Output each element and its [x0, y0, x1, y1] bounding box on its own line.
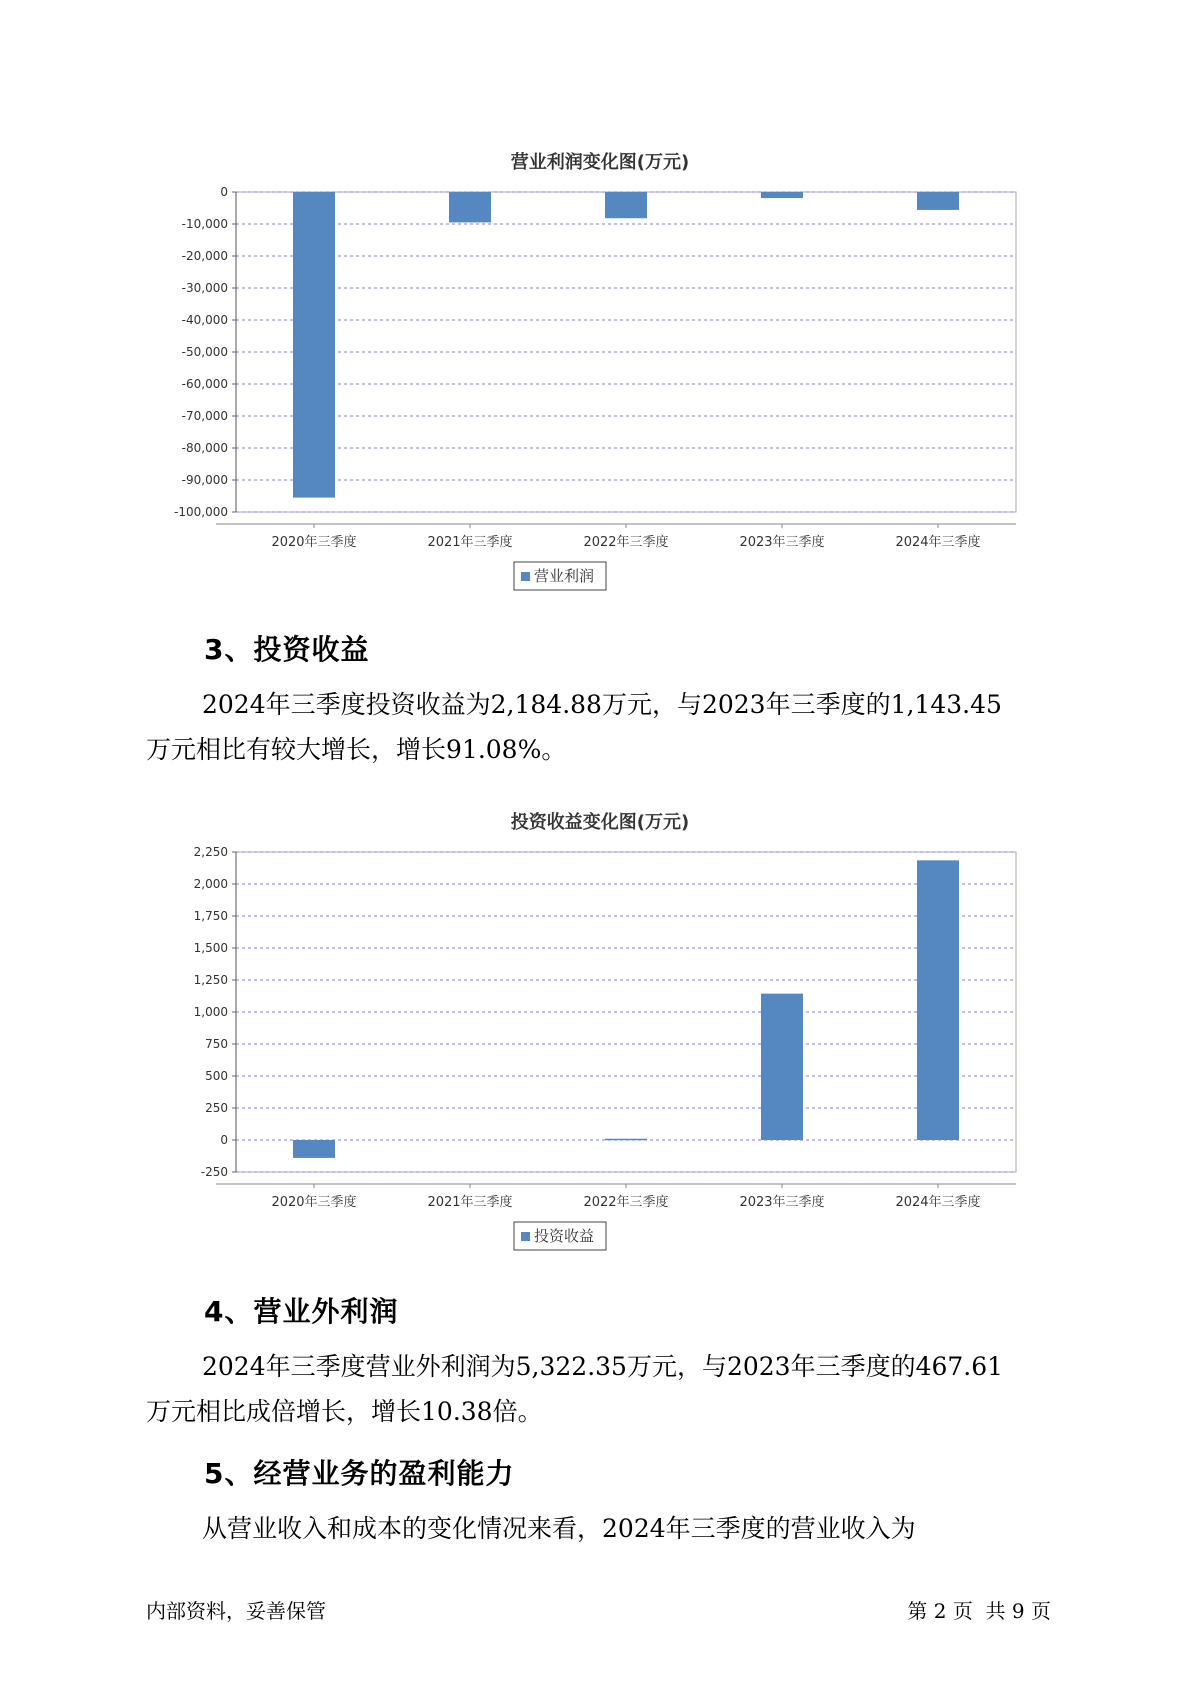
legend: [514, 562, 606, 590]
y-tick-label: 1,000: [193, 1005, 228, 1019]
bar: [917, 192, 959, 210]
paragraph-line: 万元相比成倍增长，增长10.38倍。: [146, 1397, 543, 1426]
section-paragraph-4: [146, 1344, 1056, 1434]
y-tick-label: -70,000: [181, 409, 228, 423]
x-tick-label: 2024年三季度: [895, 535, 981, 550]
bar: [293, 192, 335, 498]
bar: [449, 192, 491, 222]
x-tick-label: 2022年三季度: [583, 535, 669, 550]
paragraph-line: 万元相比有较大增长，增长91.08%。: [146, 735, 567, 764]
y-tick-label: -60,000: [181, 377, 228, 391]
paragraph-line: 2024年三季度投资收益为2,184.88万元，与2023年三季度的1,143.45: [202, 690, 1002, 719]
y-tick-label: -20,000: [181, 249, 228, 263]
section-heading-5: 5、经营业务的盈利能力: [204, 1457, 515, 1490]
legend-swatch: [521, 1232, 530, 1241]
section-heading-3: 3、投资收益: [204, 633, 370, 666]
y-tick-label: 2,250: [193, 845, 228, 859]
x-tick-label: 2020年三季度: [271, 535, 357, 550]
section-heading-4: 4、营业外利润: [204, 1295, 399, 1328]
y-tick-label: -10,000: [181, 217, 228, 231]
y-tick-label: -90,000: [181, 473, 228, 487]
investment-income-chart: [160, 800, 1040, 1260]
operating-profit-chart: [160, 140, 1040, 600]
y-tick-label: 250: [205, 1101, 228, 1115]
y-tick-label: -30,000: [181, 281, 228, 295]
footer-left: 内部资料，妥善保管: [146, 1599, 326, 1623]
legend-label: 营业利润: [534, 567, 595, 585]
bar: [761, 192, 803, 198]
section-paragraph-3: [146, 682, 1056, 772]
legend-swatch: [521, 572, 530, 581]
bar: [917, 860, 959, 1140]
section-paragraph-5: [146, 1506, 1056, 1551]
chart-title: 投资收益变化图(万元): [510, 812, 690, 833]
y-tick-label: 750: [205, 1037, 228, 1051]
y-tick-label: 1,500: [193, 941, 228, 955]
bar: [605, 192, 647, 218]
x-tick-label: 2021年三季度: [427, 1195, 513, 1210]
y-tick-label: 1,750: [193, 909, 228, 923]
x-tick-label: 2023年三季度: [739, 535, 825, 550]
x-tick-label: 2020年三季度: [271, 1195, 357, 1210]
x-tick-label: 2023年三季度: [739, 1195, 825, 1210]
y-tick-label: 2,000: [193, 877, 228, 891]
bar: [293, 1140, 335, 1158]
y-tick-label: -40,000: [181, 313, 228, 327]
footer-right: 第 2 页 共 9 页: [907, 1599, 1051, 1623]
bar: [605, 1139, 647, 1141]
y-tick-label: -250: [200, 1165, 228, 1179]
y-tick-label: 0: [220, 185, 228, 199]
chart-title: 营业利润变化图(万元): [510, 152, 690, 173]
paragraph-line: 2024年三季度营业外利润为5,322.35万元，与2023年三季度的467.61: [202, 1352, 1004, 1381]
chart-svg: [160, 800, 1040, 1260]
y-tick-label: 1,250: [193, 973, 228, 987]
y-tick-label: -50,000: [181, 345, 228, 359]
y-tick-label: 0: [220, 1133, 228, 1147]
legend-label: 投资收益: [534, 1227, 595, 1245]
x-tick-label: 2024年三季度: [895, 1195, 981, 1210]
legend: [514, 1222, 606, 1250]
bar: [761, 994, 803, 1140]
paragraph-line: 从营业收入和成本的变化情况来看，2024年三季度的营业收入为: [202, 1514, 916, 1543]
y-tick-label: -80,000: [181, 441, 228, 455]
y-tick-label: 500: [205, 1069, 228, 1083]
x-tick-label: 2022年三季度: [583, 1195, 669, 1210]
x-tick-label: 2021年三季度: [427, 535, 513, 550]
y-tick-label: -100,000: [174, 505, 228, 519]
chart-svg: [160, 140, 1040, 600]
